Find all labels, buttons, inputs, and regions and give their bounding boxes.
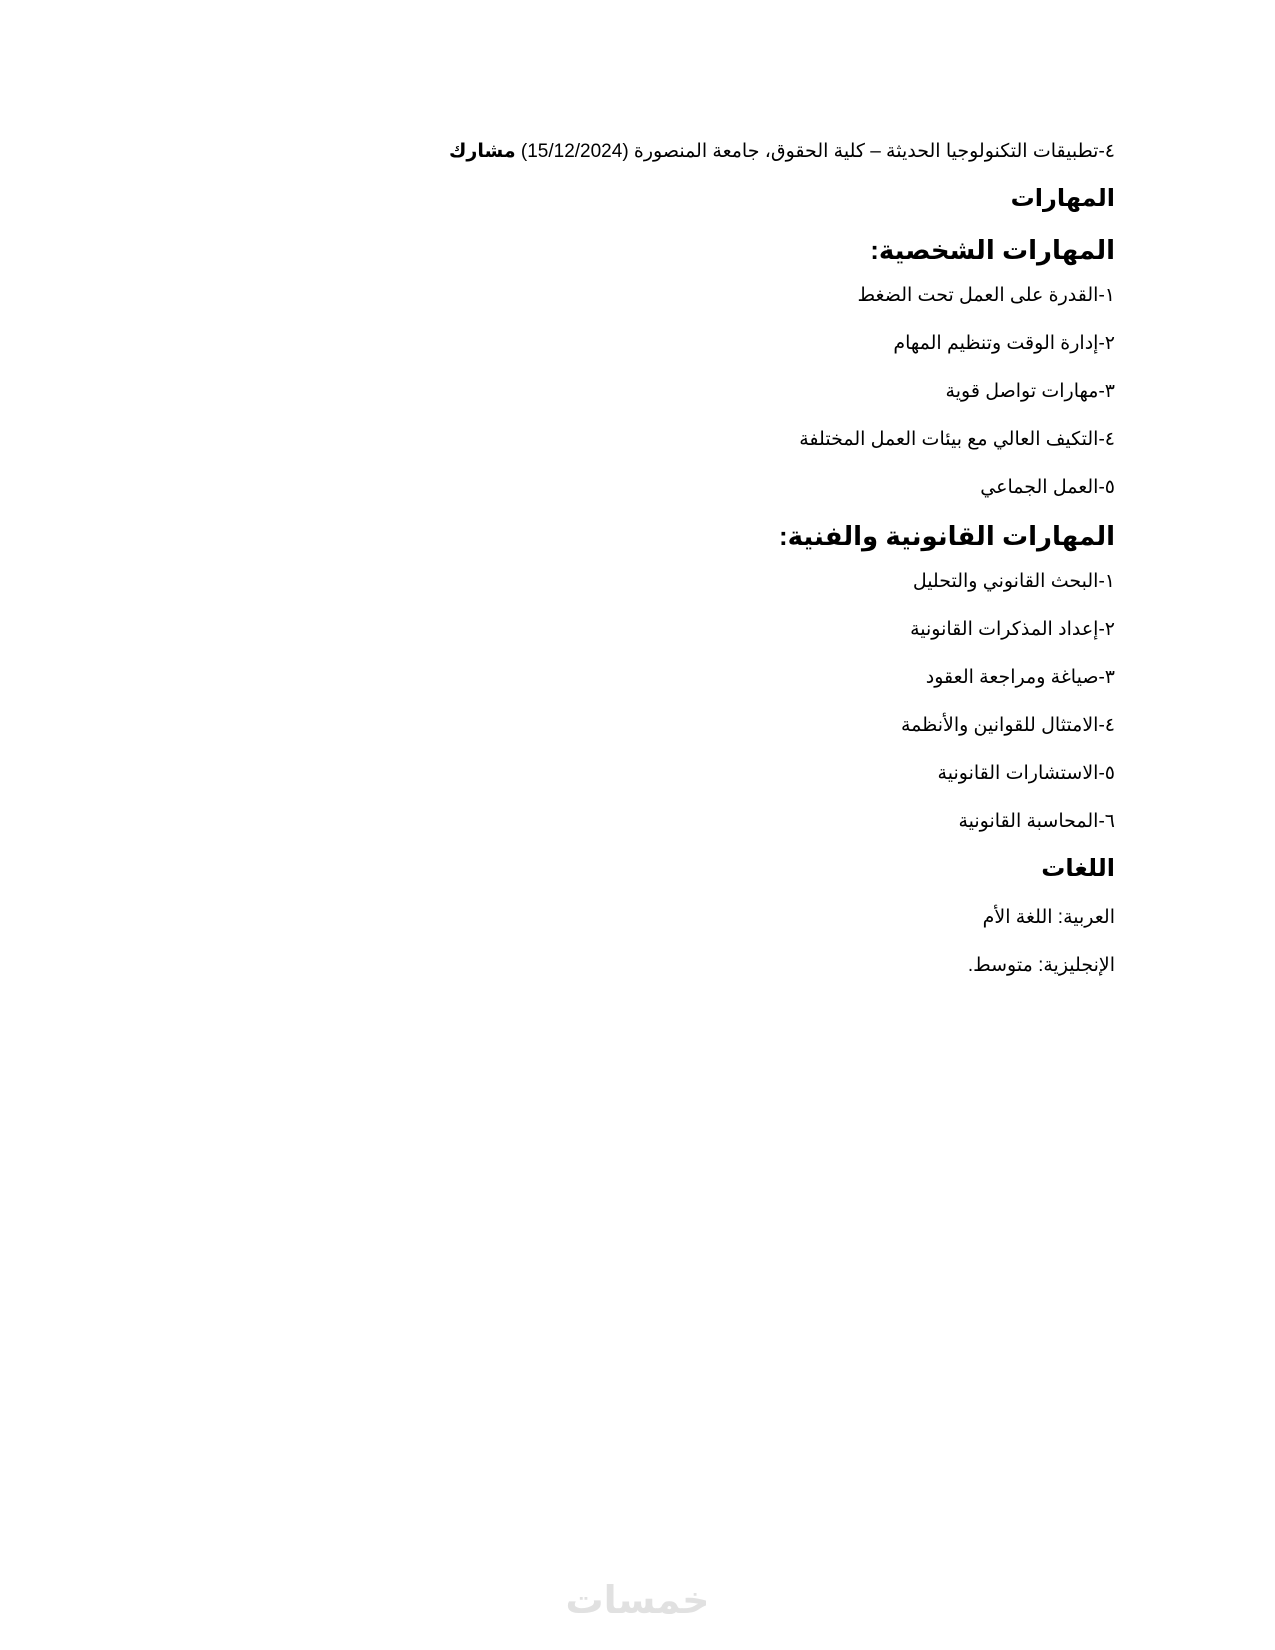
- list-item: ١-القدرة على العمل تحت الضغط: [857, 285, 1115, 306]
- list-item: ٥-العمل الجماعي: [980, 477, 1115, 498]
- list-item: الإنجليزية: متوسط.: [967, 955, 1115, 976]
- list-item: ٣-صياغة ومراجعة العقود: [925, 667, 1115, 688]
- list-item: ٣-مهارات تواصل قوية: [945, 381, 1115, 402]
- list-item: ٤-التكيف العالي مع بيئات العمل المختلفة: [799, 429, 1115, 450]
- list-item: ٤-الامتثال للقوانين والأنظمة: [900, 715, 1115, 736]
- personal-skills-list: [355, 284, 1115, 500]
- conference-entry: [355, 140, 1115, 164]
- legal-skills-heading: المهارات القانونية والفنية:: [778, 521, 1115, 551]
- list-item: ٢-إعداد المذكرات القانونية: [910, 619, 1115, 640]
- personal-skills-heading: المهارات الشخصية:: [870, 235, 1115, 265]
- list-item: ١-البحث القانوني والتحليل: [912, 571, 1115, 592]
- skills-heading: المهارات: [1010, 185, 1115, 212]
- list-item: العربية: اللغة الأم: [982, 907, 1115, 928]
- document-content: [355, 140, 1115, 1002]
- watermark-logo: خمسات: [565, 1578, 710, 1622]
- list-item: ٥-الاستشارات القانونية: [937, 763, 1115, 784]
- languages-list: [355, 906, 1115, 978]
- list-item: ٢-إدارة الوقت وتنظيم المهام: [893, 333, 1115, 354]
- languages-heading: اللغات: [1041, 855, 1115, 882]
- legal-skills-list: [355, 570, 1115, 834]
- conference-entry-text: ٤-تطبيقات التكنولوجيا الحديثة – كلية الحقوق، جامعة المنصورة (15/12/2024): [520, 141, 1115, 162]
- conference-entry-role: مشارك: [449, 141, 516, 162]
- list-item: ٦-المحاسبة القانونية: [958, 811, 1115, 832]
